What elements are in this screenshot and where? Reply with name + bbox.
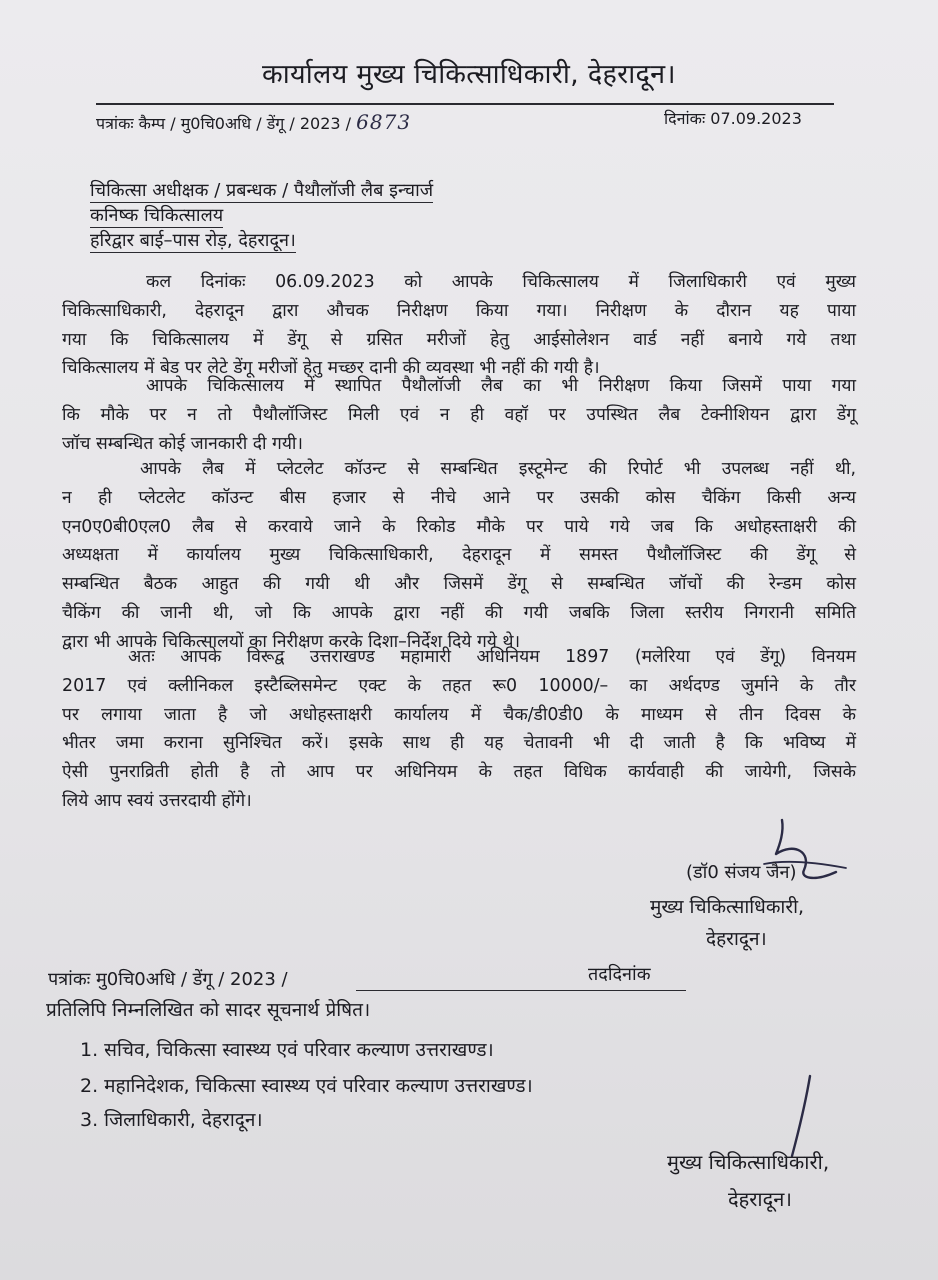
- copy-reference: पत्रांकः मु0चि0अधि / डेंगू / 2023 /: [48, 969, 288, 990]
- addressee-line-2: कनिष्क चिकित्सालय: [90, 205, 224, 226]
- copy-item-3: 3. जिलाधिकारी, देहरादून।: [80, 1109, 263, 1131]
- reference-number: [96, 110, 411, 134]
- signatory-designation: मुख्य चिकित्साधिकारी,: [650, 896, 805, 918]
- paragraph-2: आपके चिकित्सालय में स्थापित पैथौलॉजी लैब का भी निरीक्षण किया जिसमें पाया गया: [146, 376, 856, 396]
- paragraph-4: अतः आपके विरूद्व उत्तराखण्ड महामारी अधिनियम 1897 (मलेरिया एवं डेंगू) विनयम: [128, 647, 856, 667]
- copy-date: तददिनांक: [588, 964, 651, 985]
- addressee-line-3: हरिद्वार बाई–पास रोड़, देहरादून।: [90, 230, 296, 251]
- letter-date: दिनांकः 07.09.2023: [664, 109, 802, 128]
- header-rule: [96, 103, 834, 105]
- reference-handwritten-number: 6873: [356, 110, 412, 134]
- signatory-designation-2: मुख्य चिकित्साधिकारी,: [667, 1150, 830, 1174]
- copy-item-2: 2. महानिदेशक, चिकित्सा स्वास्थ्य एवं परिवार कल्याण उत्तराखण्ड।: [80, 1075, 533, 1097]
- copy-item-1: 1. सचिव, चिकित्सा स्वास्थ्य एवं परिवार कल्याण उत्तराखण्ड।: [80, 1039, 494, 1061]
- paragraph-1-cont: चिकित्साधिकारी, देहरादून द्वारा औचक निरीक्षण किया गया। निरीक्षण के दौरान यह पाया गया कि चिकित्सालय में डेंगू से ग्रसित मरीजों हेतु आईसोलेशन वार्ड नहीं बनाये गये तथा चिकित्सालय में बेड पर लेटे डेंगू मरीजों हेतु मच्छर दानी की व्यवस्था भी नहीं की गयी है।: [62, 301, 856, 379]
- signatory-name: (डॉ0 संजय जैन): [686, 862, 797, 883]
- copy-intro: प्रतिलिपि निम्नलिखित को सादर सूचनार्थ प्रेषित।: [46, 999, 371, 1021]
- addressee-line-1: चिकित्सा अधीक्षक / प्रबन्धक / पैथौलॉजी लैब इन्चार्ज: [90, 180, 434, 201]
- signatory-place-2: देहरादून।: [728, 1187, 792, 1211]
- paragraph-3: आपके लैब में प्लेटलेट कॉउन्ट से सम्बन्धित इस्टूमेन्ट की रिपोर्ट भी उपलब्ध नहीं थी,: [140, 459, 856, 479]
- reference-prefix: पत्रांकः कैम्प / मु0चि0अधि / डेंगू / 2023 /: [96, 114, 357, 133]
- signatory-place: देहरादून।: [706, 928, 767, 950]
- paragraph-4-cont: 2017 एवं क्लीनिकल इस्टैब्लिसमेन्ट एक्ट के तहत रू0 10000/– का अर्थदण्ड जुर्माने के तौर पर लगाया जाता है जो अधोहस्ताक्षरी कार्यालय में चैक/डी0डी0 के माध्यम से तीन दिवस के भीतर जमा कराना सुनिश्चित करें। इसके साथ ही यह चेतावनी भी दी जाती है कि भविष्य में ऐसी पुनराव्रिती होती है तो आप पर अधिनियम के तहत विधिक कार्यवाही की जायेगी, जिसके लिये आप स्वयं उत्तरदायी होंगे।: [62, 676, 856, 811]
- paragraph-2-cont: कि मौके पर न तो पैथौलॉजिस्ट मिली एवं न ही वहॉ पर उपस्थित लैब टेक्नीशियन द्वारा डेंगू जॉच सम्बन्धित कोई जानकारी दी गयी।: [62, 405, 856, 454]
- paragraph-3-cont: न ही प्लेटलेट कॉउन्ट बीस हजार से नीचे आने पर उसकी कोस चैकिंग किसी अन्य एन0ए0बी0एल0 लैब से करवाये जाने के रिकोड मौके पर पाये गये जब कि अधोहस्ताक्षरी की अध्यक्षता में कार्यालय मुख्य चिकित्साधिकारी, देहरादून में समस्त पैथौलॉजिस्ट की डेंगू से सम्बन्धित बैठक आहुत की गयी थी और जिसमें डेंगू से सम्बन्धित जॉचों की रेन्डम कोस चैकिंग की जानी थी, जो कि आपके द्वारा नहीं की गयी जबकि जिला स्तरीय निगरानी समिति द्वारा भी आपके चिकित्सालयों का निरीक्षण करके दिशा–निर्देश दिये गये थे।: [62, 488, 856, 652]
- office-title: कार्यालय मुख्य चिकित्साधिकारी, देहरादून।: [262, 59, 676, 90]
- copy-ref-rule: [356, 990, 686, 991]
- paragraph-1: कल दिनांकः 06.09.2023 को आपके चिकित्सालय में जिलाधिकारी एवं मुख्य: [146, 272, 856, 292]
